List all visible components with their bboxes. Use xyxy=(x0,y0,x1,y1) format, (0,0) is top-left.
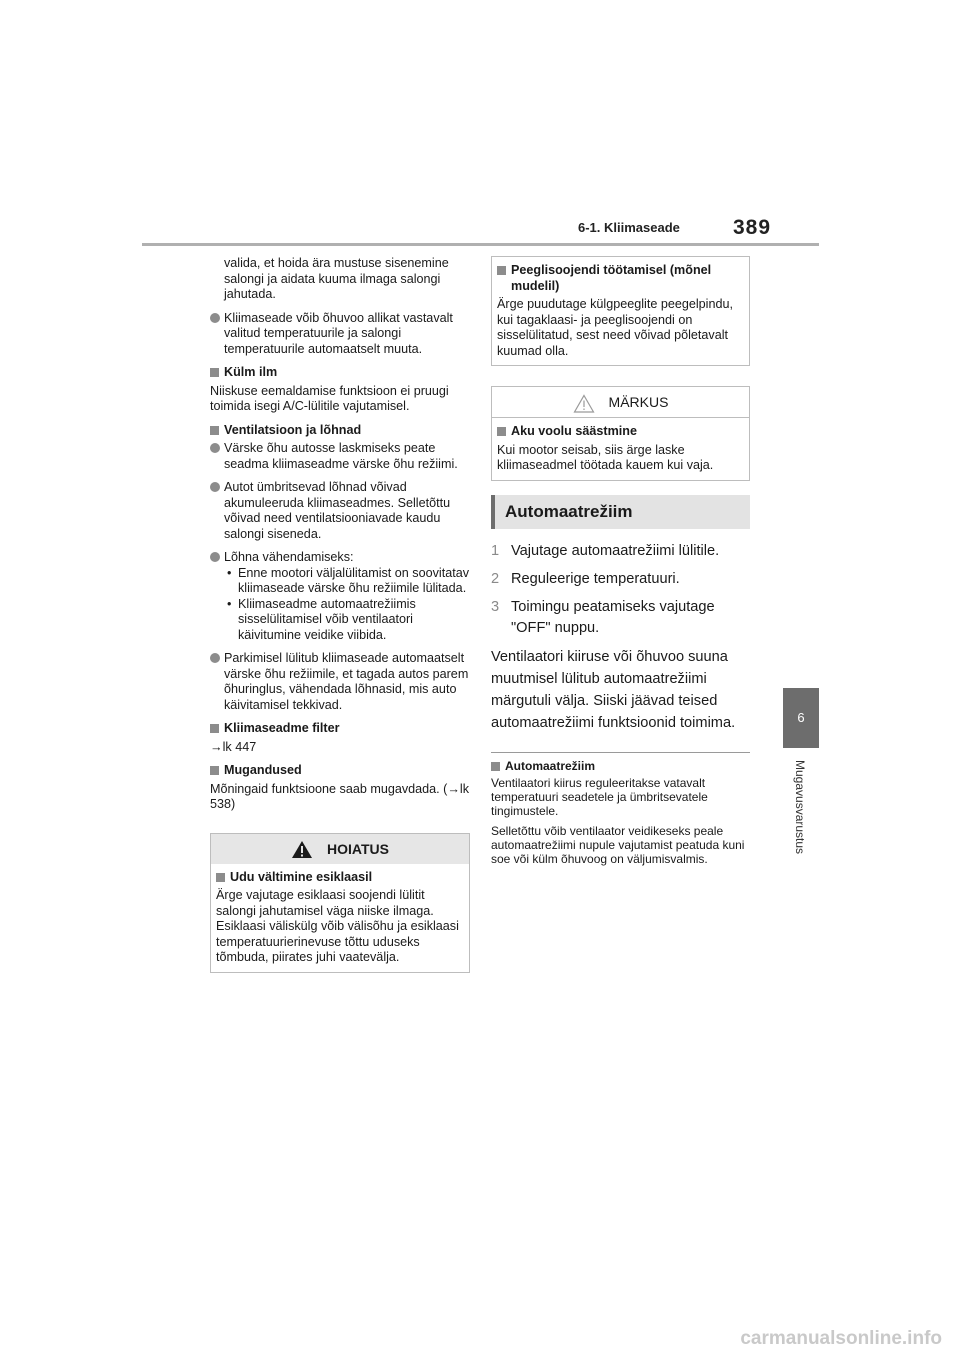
chapter-label: Mugavusvarustus xyxy=(793,760,807,855)
section-heading: Automaatrežiim xyxy=(491,495,750,529)
bullet-item: Kliimaseade võib õhuvoo allikat vastavalt valitud temperatuurile ja salongi temperatuurile automaatselt muuta. xyxy=(210,311,470,358)
dash-item: • Kliimaseadme automaatrežiimis sisselülitamisel võib ventilaatori käivitumine veidike viibida. xyxy=(227,596,416,642)
auto-note-2: Selletõttu võib ventilaator veidikeseks peale automaatrežiimi nupule vajutamist peatuda kuni soe või külm õhuvoog on väljumisvalmis. xyxy=(491,823,745,866)
mirror-subheading: Peeglisoojendi töötamisel (mõnel mudelil) xyxy=(497,263,744,294)
notice-triangle-icon xyxy=(573,394,595,413)
cold-text: Niiskuse eemaldamise funktsioon ei pruugi toimida isegi A/C-lülitile vajutamisel. xyxy=(210,383,449,413)
mirror-box xyxy=(491,256,750,366)
left-column xyxy=(210,256,470,987)
bullet-dot-icon xyxy=(210,443,220,453)
bullet-dot-icon xyxy=(210,313,220,323)
subheading-filter: Kliimaseadme filter xyxy=(210,721,470,737)
notice-box-body xyxy=(492,418,749,480)
section-title: 6-1. Kliimaseade xyxy=(578,220,680,235)
square-bullet-icon xyxy=(210,426,219,435)
square-bullet-icon xyxy=(210,724,219,733)
warning-box-header: HOIATUS xyxy=(211,834,469,864)
square-bullet-icon xyxy=(497,266,506,275)
right-column xyxy=(491,256,750,872)
notice-text: Kui mootor seisab, siis ärge laske kliimaseadmel töötada kauem kui vaja. xyxy=(497,442,714,472)
bullet-dot-icon xyxy=(210,552,220,562)
warning-box-body xyxy=(211,864,469,972)
bullet-item: Autot ümbritsevad lõhnad võivad akumuleeruda kliimaseadmes. Selletõttu võivad need ventilatsiooniavade kaudu salongi siseneda. xyxy=(210,480,470,542)
auto-notes xyxy=(491,759,750,866)
step-item: 3 Toimingu peatamiseks vajutage "OFF" nuppu. xyxy=(491,598,715,636)
bullet-item: Parkimisel lülitub kliimaseade automaatselt värske õhu režiimile, et tagada autos parem õhuringlus, vähendada lõhnasid, mis auto käivitamisel tekkivad. xyxy=(210,651,470,713)
notice-box-header: MÄRKUS xyxy=(492,387,749,418)
page-number: 389 xyxy=(733,216,772,239)
step-item: 2 Reguleerige temperatuuri. xyxy=(491,570,680,587)
warning-triangle-icon xyxy=(291,840,313,859)
square-bullet-icon xyxy=(210,766,219,775)
divider xyxy=(491,752,750,753)
filter-reference: →lk 447 xyxy=(210,739,257,754)
header-rule xyxy=(142,243,819,246)
square-bullet-icon xyxy=(497,427,506,436)
auto-subheading: Automaatrežiim xyxy=(491,759,750,773)
auto-note-1: Ventilaatori kiirus reguleeritakse vatavalt temperatuuri seadetele ja ümbritsevatele tingimustele. xyxy=(491,775,708,818)
auto-body-text: Ventilaatori kiiruse või õhuvoo suuna muutmisel lülitub automaatrežiimi märgutuli välja. Siiski jäävad teised automaatrežiimi funktsioonid toimima. xyxy=(491,648,736,731)
bullet-item: Lõhna vähendamiseks: • Enne mootori väljalülitamist on soovitatav kliimaseade värske õhu režiimile lülitada. • Kliimaseadme automaatrežiimis sisselülitamisel võib ventilaatori käivitumine veidike viibida. xyxy=(210,550,470,643)
warning-box xyxy=(210,833,470,973)
bullet-item: Värske õhu autosse laskmiseks peate seadma kliimaseadme värske õhu režiimi. xyxy=(210,441,470,472)
bullet-dot-icon xyxy=(210,482,220,492)
square-bullet-icon xyxy=(216,873,225,882)
subheading-cold: Külm ilm xyxy=(210,365,470,381)
square-bullet-icon xyxy=(210,368,219,377)
subheading-custom: Mugandused xyxy=(210,763,470,779)
watermark: carmanualsonline.info xyxy=(740,1328,942,1349)
mirror-text: Ärge puudutage külgpeeglite peegelpindu, kui tagaklaasi- ja peeglisoojendi on sisselülitatud, sest need võivad põletavalt kuumad olla. xyxy=(497,297,733,358)
notice-box xyxy=(491,386,750,481)
notice-subheading: Aku voolu säästmine xyxy=(497,424,744,440)
chapter-tab: 6 xyxy=(783,688,819,748)
warning-subheading: Udu vältimine esiklaasil xyxy=(216,870,464,886)
bullet-dot-icon xyxy=(210,653,220,663)
warning-text: Ärge vajutage esiklaasi soojendi lülitit salongi jahutamisel väga niiske ilmaga. Esiklaasi väliskülg võib välisõhu ja esiklaasi temperatuurierinevuse tõttu uduseks tõmbuda, piirates juhi vaatevälja. xyxy=(216,888,459,964)
chapter-label-wrap xyxy=(783,760,819,880)
intro-text: valida, et hoida ära mustuse sisenemine salongi ja aidata kuuma ilmaga salongi jahutada. xyxy=(224,256,449,301)
square-bullet-icon xyxy=(491,762,500,771)
step-item: 1 Vajutage automaatrežiimi lülitile. xyxy=(491,542,720,559)
dash-item: • Enne mootori väljalülitamist on soovitatav kliimaseade värske õhu režiimile lülitada. xyxy=(227,565,469,595)
custom-text: Mõningaid funktsioone saab mugavdada. (→lk 538) xyxy=(210,781,470,811)
subheading-vent: Ventilatsioon ja lõhnad xyxy=(210,423,470,439)
